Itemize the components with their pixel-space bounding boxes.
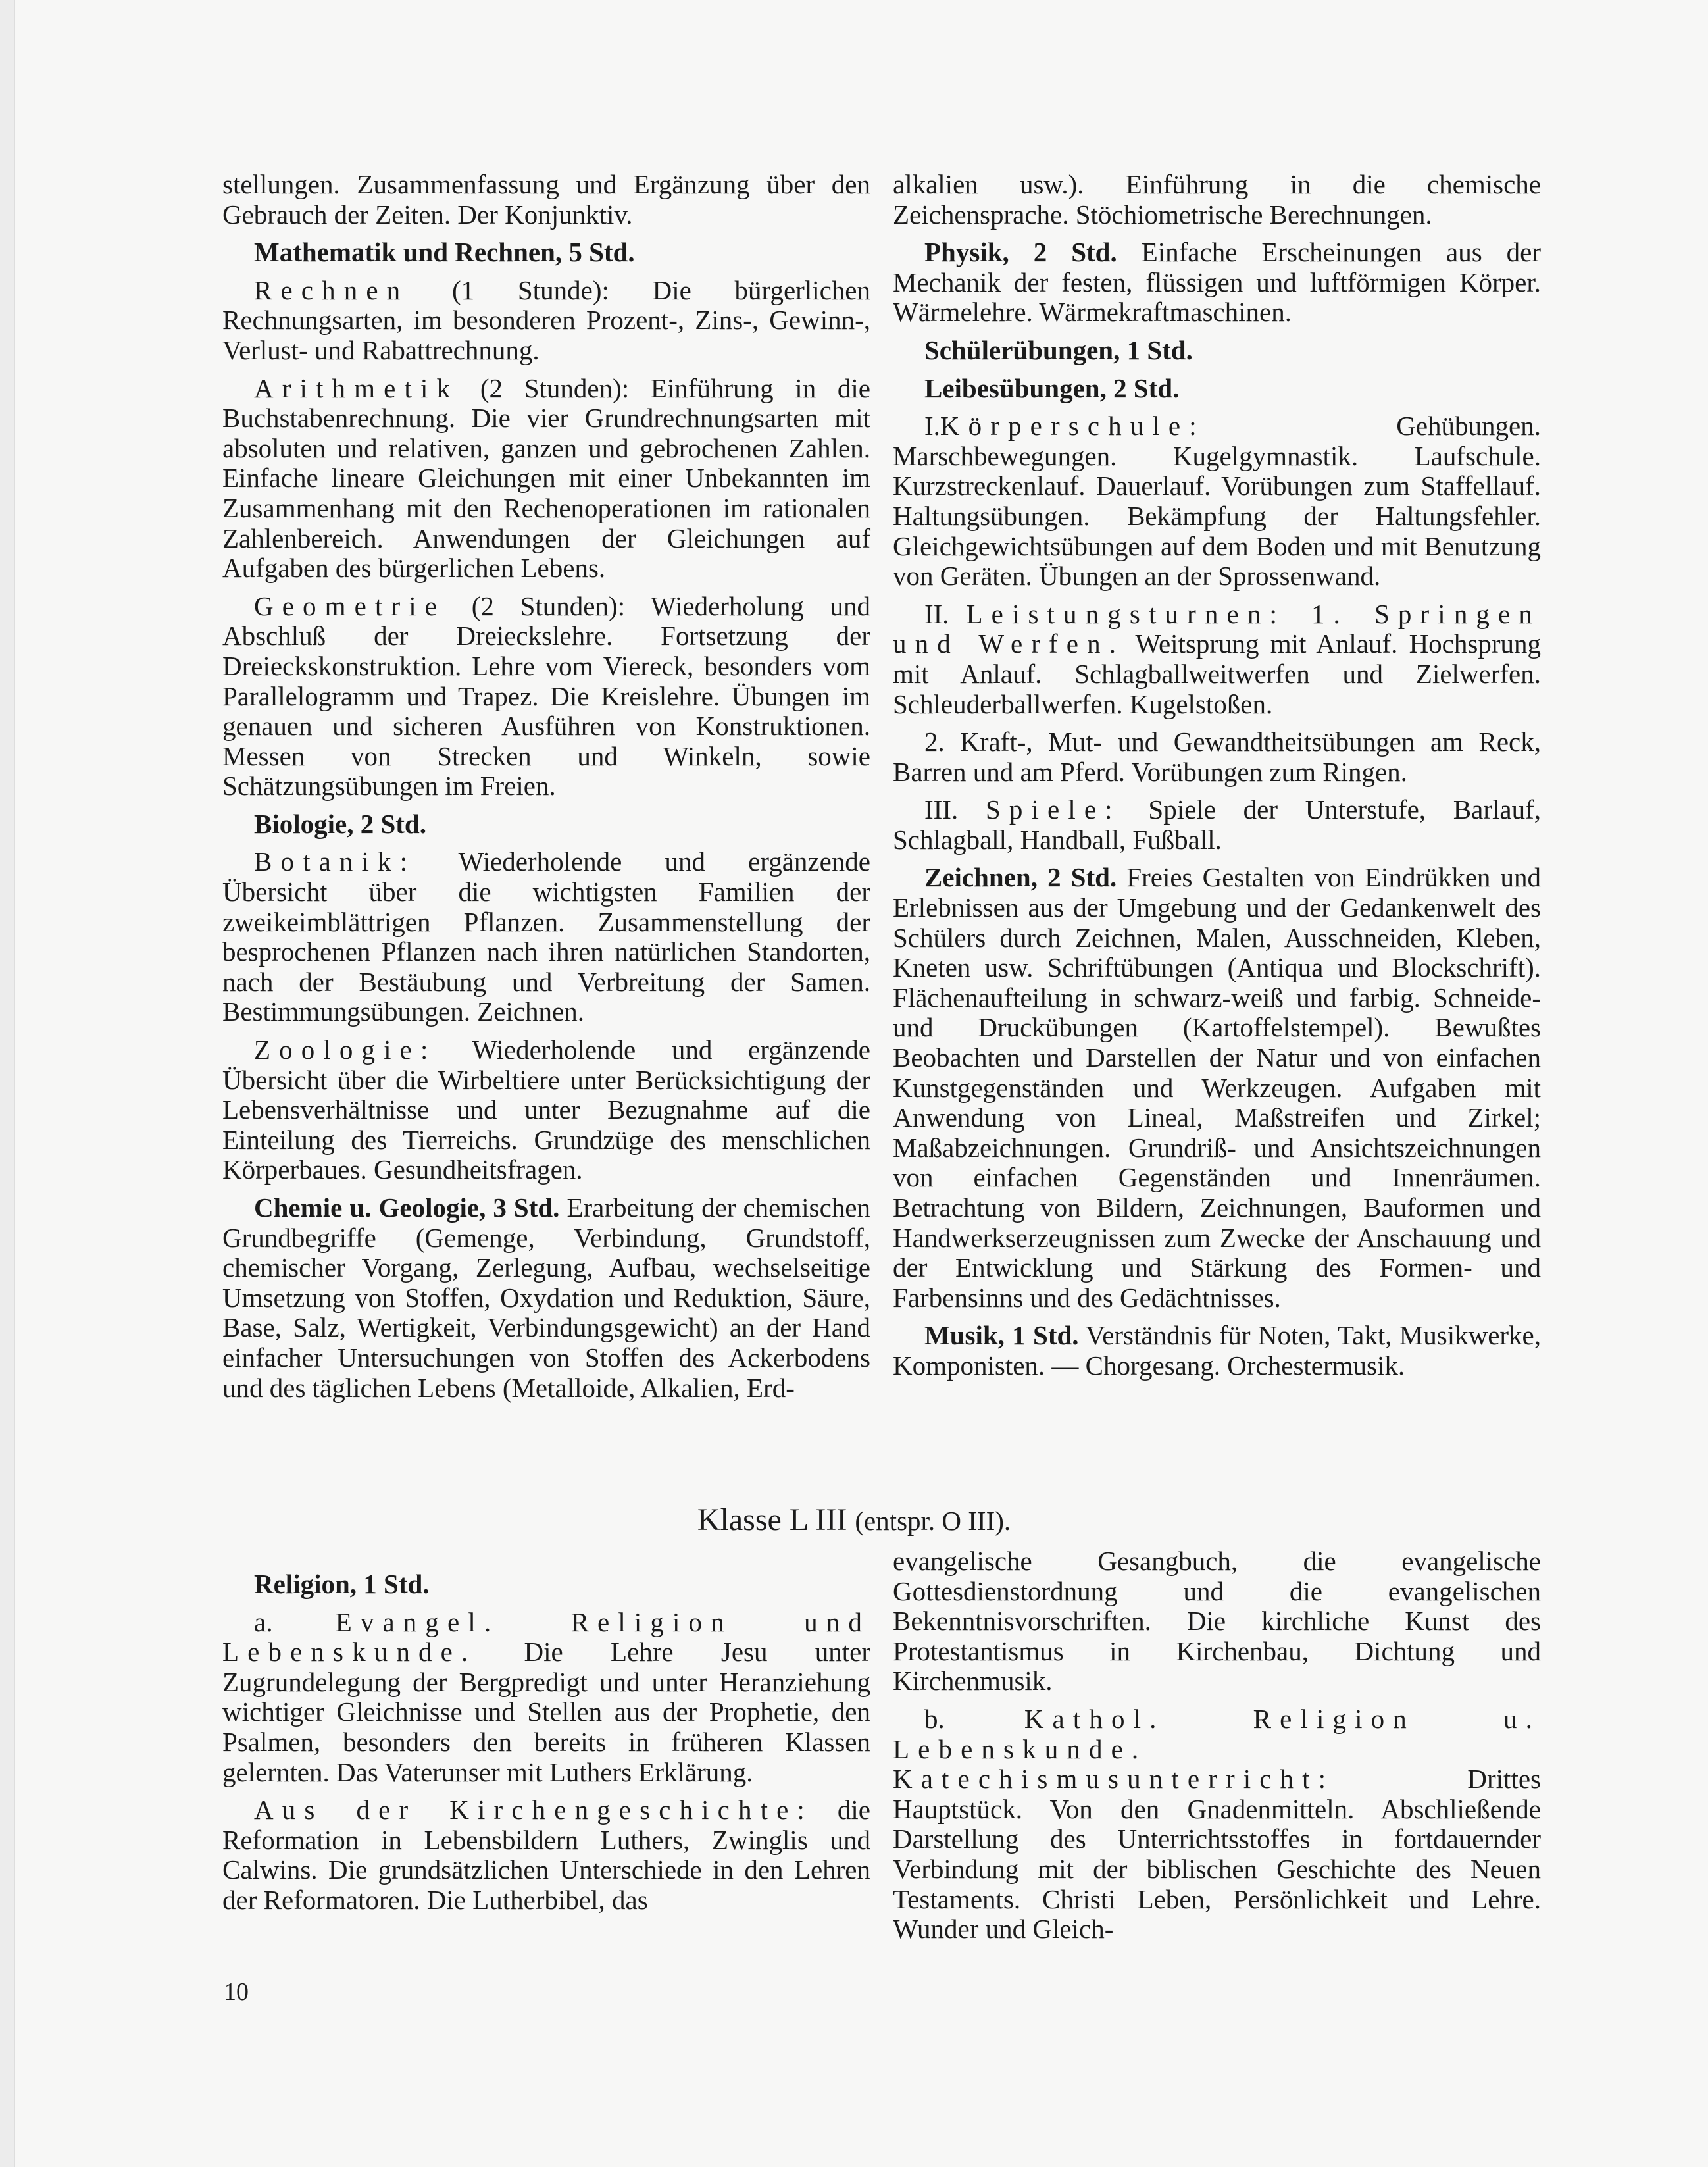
subject-paragraph: [893, 336, 1541, 366]
subject-heading: Leibesübungen, 2 Std.: [924, 372, 1180, 403]
body-text: Wiederholende und ergänzende Übersicht über die Wirbeltiere unter Berücksichtigung der Lebensverhältnisse und unter Bezugnahme auf die Einteilung des Tierreichs. Grundzüge des menschlichen Körperbaues. Gesundheitsfragen.: [222, 1034, 870, 1185]
topic-paragraph: [222, 1795, 870, 1915]
column-right-bottom: [893, 1546, 1541, 1945]
subject-paragraph: [222, 238, 870, 268]
body-text: Freies Gestalten von Eindrükken und Erlebnissen aus der Umgebung und der Gedankenwelt des Schülers durch Zeichnen, Malen, Ausschneiden, Kleben, Kneten usw. Schriftübungen (Antiqua und Blockschrift). Flächenaufteilung in schwarz-weiß und farbig. Schneide- und Druckübungen (Kartoffelstempel). Bewußtes Beobachten und Darstellen der Natur und von einfachen Kunstgegenständen und Werkzeugen. Aufgaben mit Anwendung von Lineal, Maßstreifen und Zirkel; Maßabzeichnungen. Grundriß- und Ansichtszeichnungen von einfachen Gegenständen und Innenräumen. Betrachtung von Bildern, Zeichnungen, Bauformen und Handwerkserzeugnissen zum Zwecke der Anschauung und der Entwicklung und Stärkung des Formen- und Farbensinns und des Gedächtnisses.: [893, 862, 1541, 1313]
topic-label: Zoologie:: [254, 1034, 437, 1065]
page-number: 10: [224, 1978, 249, 2006]
subject-paragraph: [893, 374, 1541, 404]
topic-paragraph: [893, 795, 1541, 855]
body-text: Die Lehre Jesu unter Zugrundelegung der Bergpredigt und unter Heranziehung wichtiger Gleichnisse und Stellen aus der Prophetie, den Psalmen, besonders den bereits in früheren Klassen gelernten. Das Vaterunser mit Luthers Erklärung.: [222, 1637, 870, 1787]
body-text: Gehübungen. Marschbewegungen. Kugelgymnastik. Laufschule. Kurzstreckenlauf. Dauerlauf. Vorübungen zum Staffellauf. Haltungsübungen. Bekämpfung der Haltungsfehler. Gleichgewichtsübungen auf dem Boden und mit Benutzung von Geräten. Übungen an der Sprossenwand.: [893, 411, 1541, 592]
body-text: Drittes Hauptstück. Von den Gnadenmitteln. Abschließende Darstellung des Unterrichtsstoffes in fortdauernder Verbindung mit der biblischen Geschichte des Neuen Testaments. Christi Leben, Persönlichkeit und Lehre. Wunder und Gleich-: [893, 1764, 1541, 1945]
subject-heading: Physik, 2 Std.: [924, 237, 1117, 268]
body-text: Wiederholende und ergänzende Übersicht über die wichtigsten Familien der zweikeimblättrigen Pflanzen. Zusammenstellung der besprochenen Pflanzen nach ihren natürlichen Standorten, nach der Bestäubung und Verbreitung der Samen. Bestimmungsübungen. Zeichnen.: [222, 846, 870, 1027]
topic-label: Kathol. Religion u. Lebenskunde. Katechismusunterricht:: [893, 1703, 1542, 1795]
topic-paragraph: [222, 276, 870, 366]
topic-paragraph: [222, 592, 870, 802]
topic-prefix: II.: [924, 598, 967, 629]
topic-prefix: b.: [924, 1703, 1024, 1734]
subject-paragraph: [893, 1321, 1541, 1381]
topic-paragraph: [893, 1704, 1541, 1945]
paragraph-continuation: [893, 1546, 1541, 1696]
page-binding-edge: [0, 0, 15, 2167]
topic-prefix: III.: [924, 794, 986, 825]
body-text: alkalien usw.). Einführung in die chemische Zeichensprache. Stöchiometrische Berechnungen.: [893, 169, 1541, 230]
topic-paragraph: [222, 374, 870, 584]
topic-paragraph: [222, 1608, 870, 1788]
column-left-top: [222, 170, 870, 1403]
topic-paragraph: [893, 411, 1541, 592]
topic-label: Evangel. Religion und Lebenskunde.: [222, 1606, 870, 1668]
subject-paragraph: [893, 863, 1541, 1313]
body-text: Weitsprung mit Anlauf. Hochsprung mit Anlauf. Schlagballweitwerfen und Zielwerfen. Schleuderballwerfen. Kugelstoßen.: [893, 628, 1541, 719]
subject-heading: Mathematik und Rechnen, 5 Std.: [254, 237, 635, 268]
section-title: [0, 1502, 1708, 1539]
paragraph-continuation: [222, 170, 870, 230]
topic-paragraph: [222, 1035, 870, 1185]
topic-label: Arithmetik: [254, 372, 459, 403]
body-text: (2 Stunden): Wiederholung und Abschluß der Dreieckslehre. Fortsetzung der Dreieckskonstruktion. Lehre vom Viereck, besonders vom Parallelogramm und Trapez. Die Kreislehre. Übungen im genauen und sicheren Ausführen von Konstruktionen. Messen von Strecken und Winkeln, sowie Schätzungsübungen im Freien.: [222, 590, 870, 802]
body-text: Verständnis für Noten, Takt, Musikwerke, Komponisten. — Chorgesang. Orchestermusik.: [893, 1320, 1541, 1381]
topic-label: Rechnen: [254, 274, 409, 305]
subject-heading: Religion, 1 Std.: [254, 1569, 430, 1599]
topic-label: Aus der Kirchengeschichte:: [254, 1795, 813, 1825]
body-text: evangelische Gesangbuch, die evangelische Gottesdienstordnung und die evangelischen Bekenntnisvorschriften. Die kirchliche Kunst des Protestantismus in Kirchenbau, Dichtung und Kirchenmusik.: [893, 1546, 1541, 1696]
body-text: 2. Kraft-, Mut- und Gewandtheitsübungen am Reck, Barren und am Pferd. Vorübungen zum Ringen.: [893, 727, 1541, 787]
subject-heading: Zeichnen, 2 Std.: [924, 862, 1117, 893]
body-text: (1 Stunde): Die bürgerlichen Rechnungsarten, im besonderen Prozent-, Zins-, Gewinn-, Verlust- und Rabattrechnung.: [222, 274, 870, 365]
subject-paragraph: [222, 1569, 870, 1600]
paragraph-continuation: [893, 170, 1541, 230]
topic-label: Geometrie: [254, 590, 446, 621]
section-title-main: Klasse L III: [697, 1502, 847, 1537]
topic-label: Körperschule:: [940, 411, 1205, 442]
topic-prefix: I.: [924, 411, 940, 442]
subject-heading: Biologie, 2 Std.: [254, 808, 426, 839]
subject-heading: Musik, 1 Std.: [924, 1320, 1079, 1351]
column-right-top: [893, 170, 1541, 1381]
subject-heading: Schülerübungen, 1 Std.: [924, 334, 1193, 365]
body-text: Spiele der Unterstufe, Barlauf, Schlagball, Handball, Fußball.: [893, 794, 1541, 855]
body-text: stellungen. Zusammenfassung und Ergänzung über den Gebrauch der Zeiten. Der Konjunktiv.: [222, 169, 870, 230]
topic-paragraph: [893, 727, 1541, 787]
subject-heading: Chemie u. Geologie, 3 Std.: [254, 1192, 560, 1223]
body-text: Erarbeitung der chemischen Grundbegriffe (Gemenge, Verbindung, Grundstoff, chemischer Vorgang, Zerlegung, Aufbau, wechselseitige Umsetzung von Stoffen, Oxydation und Reduktion, Säure, Base, Salz, Wertigkeit, Verbindungsgewicht) an der Hand einfacher Untersuchungen von Stoffen des Ackerbodens und des täglichen Lebens (Metalloide, Alkalien, Erd-: [222, 1192, 870, 1403]
body-text: (2 Stunden): Einführung in die Buchstabenrechnung. Die vier Grundrechnungsarten mit absoluten und relativen, ganzen und gebrochenen Zahlen. Einfache lineare Gleichungen mit einer Unbekannten im Zusammenhang mit den Rechenoperationen im rationalen Zahlenbereich. Anwendungen der Gleichungen auf Aufgaben des bürgerlichen Lebens.: [222, 372, 870, 584]
topic-label: Leistungsturnen: 1. Springen und Werfen.: [893, 598, 1541, 659]
subject-paragraph: [222, 809, 870, 840]
body-text: die Reformation in Lebensbildern Luthers, Zwinglis und Calwins. Die grundsätzlichen Unterschiede in den Lehren der Reformatoren. Die Lutherbibel, das: [222, 1795, 870, 1915]
subject-paragraph: [222, 1193, 870, 1403]
topic-label: Botanik:: [254, 846, 416, 877]
subject-paragraph: [893, 238, 1541, 328]
column-left-bottom: [222, 1569, 870, 1916]
topic-paragraph: [222, 847, 870, 1027]
section-title-sub: (entspr. O III).: [855, 1506, 1011, 1536]
topic-label: Spiele:: [985, 794, 1121, 825]
topic-prefix: a.: [254, 1606, 336, 1637]
topic-paragraph: [893, 599, 1541, 719]
body-text: Einfache Erscheinungen aus der Mechanik der festen, flüssigen und luftförmigen Körper. Wärmelehre. Wärmekraftmaschinen.: [893, 237, 1541, 328]
